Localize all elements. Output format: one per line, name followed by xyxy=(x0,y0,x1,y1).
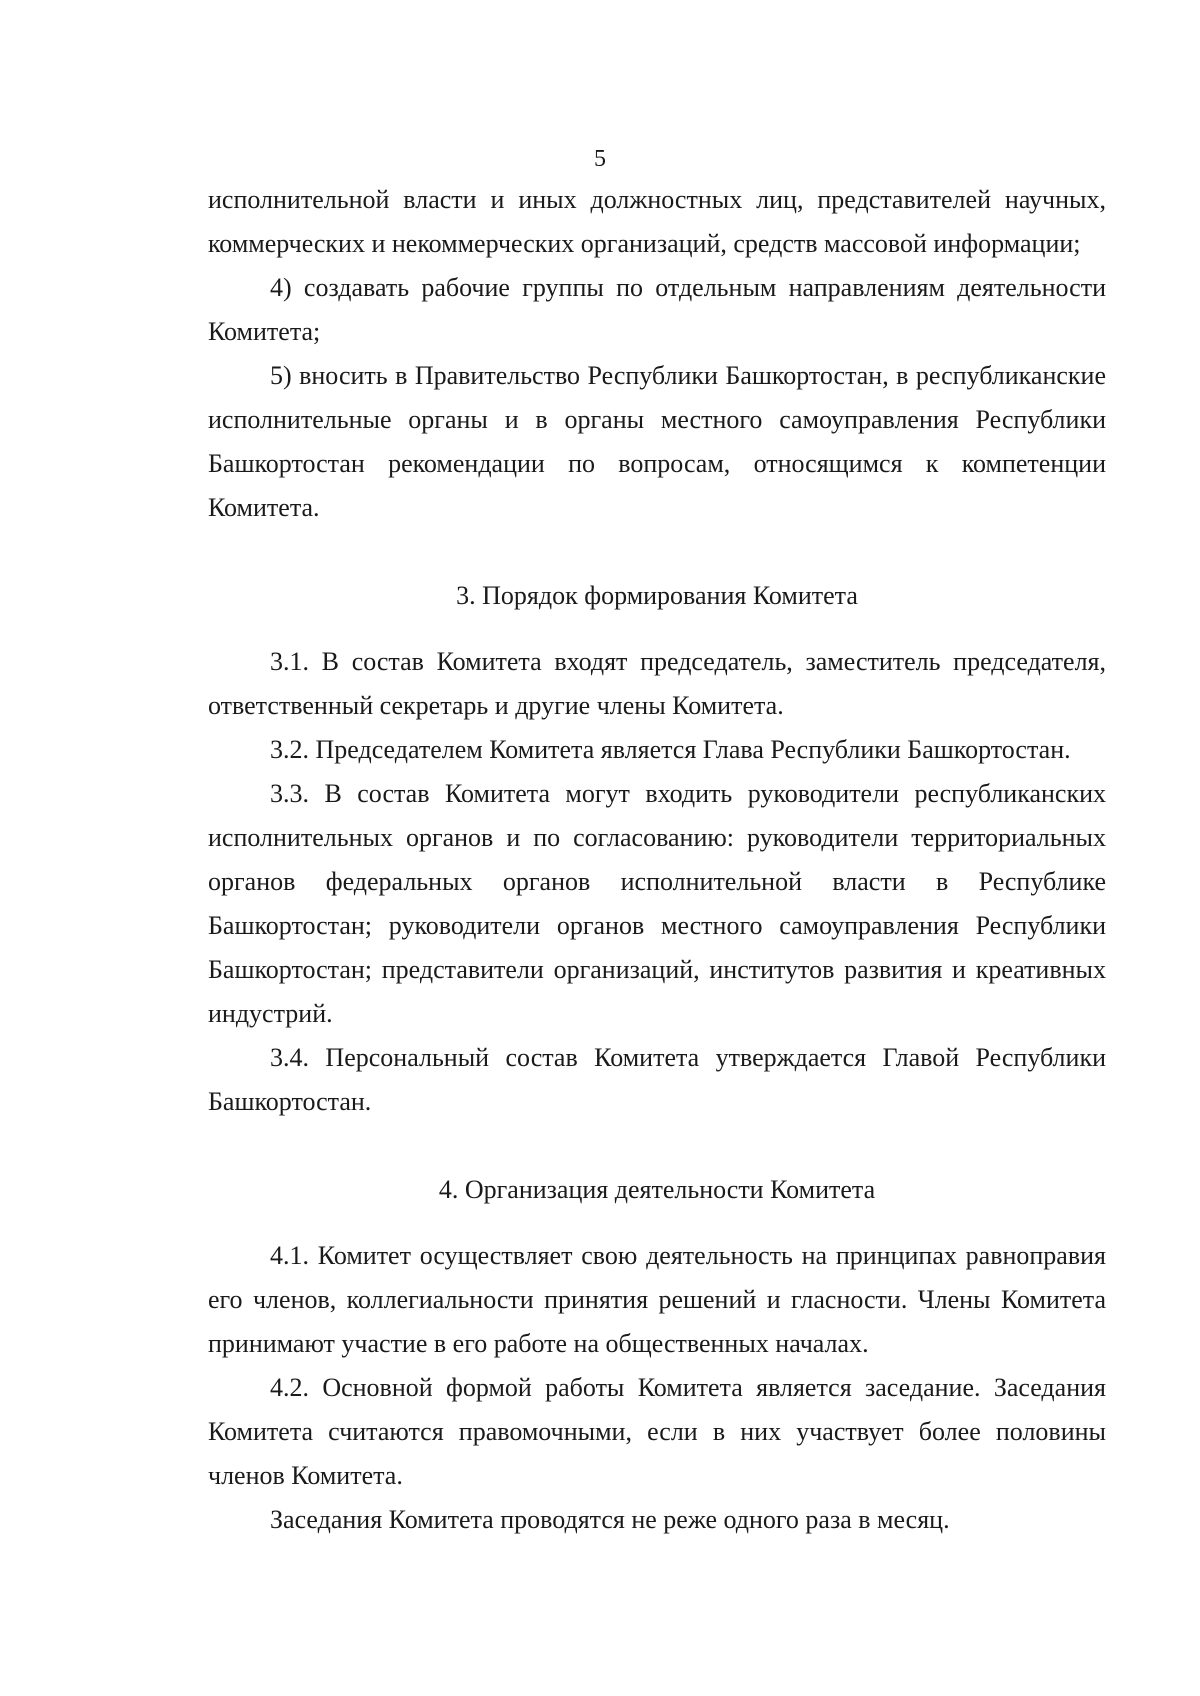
paragraph-item-5: 5) вносить в Правительство Республики Башкортостан, в республиканские исполнительные органы и в органы местного самоуправления Республики Башкортостан рекомендации по вопросам, относящимся к компетенции Комитета. xyxy=(208,361,1106,522)
paragraph-4-2: 4.2. Основной формой работы Комитета является заседание. Заседания Комитета считаются правомочными, если в них участвует более половины членов Комитета. xyxy=(208,1373,1106,1490)
paragraph-continuation: исполнительной власти и иных должностных лиц, представителей научных, коммерческих и некоммерческих организаций, средств массовой информации; xyxy=(208,185,1106,258)
document-body xyxy=(208,178,1106,1542)
paragraph-3-3: 3.3. В состав Комитета могут входить руководители республиканских исполнительных органов и по согласованию: руководители территориальных органов федеральных органов исполнительной власти в Республике Башкортостан; руководители органов местного самоуправления Республики Башкортостан; представители организаций, институтов развития и креативных индустрий. xyxy=(208,779,1106,1028)
section-4-heading: 4. Организация деятельности Комитета xyxy=(438,1175,876,1204)
paragraph-item-4: 4) создавать рабочие группы по отдельным направлениям деятельности Комитета; xyxy=(208,273,1106,346)
paragraph-4-1: 4.1. Комитет осуществляет свою деятельность на принципах равноправия его членов, коллегиальности принятия решений и гласности. Члены Комитета принимают участие в его работе на общественных началах. xyxy=(208,1241,1106,1358)
paragraph-3-1: 3.1. В состав Комитета входят председатель, заместитель председателя, ответственный секретарь и другие члены Комитета. xyxy=(208,647,1106,720)
section-3-heading: 3. Порядок формирования Комитета xyxy=(456,581,858,610)
page-number: 5 xyxy=(594,146,606,172)
paragraph-3-2: 3.2. Председателем Комитета является Глава Республики Башкортостан. xyxy=(270,735,1071,764)
paragraph-3-4: 3.4. Персональный состав Комитета утверждается Главой Республики Башкортостан. xyxy=(208,1043,1106,1116)
paragraph-meetings: Заседания Комитета проводятся не реже одного раза в месяц. xyxy=(270,1505,950,1534)
